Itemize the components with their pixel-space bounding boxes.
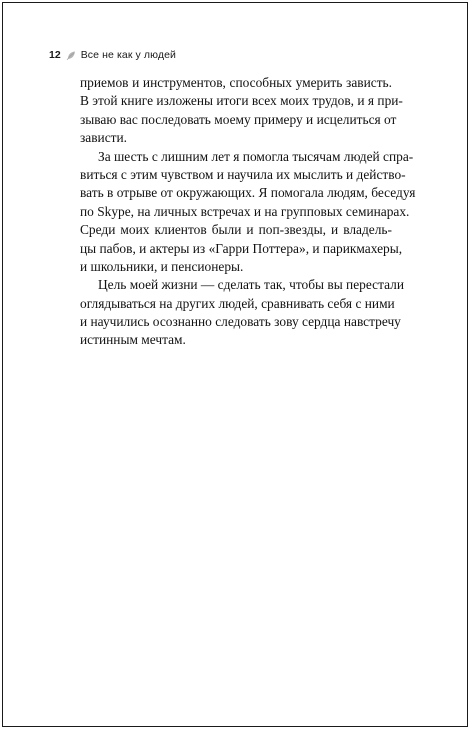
running-title: Все не как у людей <box>80 49 176 61</box>
text-line: истинным мечтам. <box>80 332 186 348</box>
ornament-icon <box>66 50 77 61</box>
text-line: виться с этим чувством и научила их мыслить и действо- <box>80 166 406 182</box>
running-header <box>49 48 176 62</box>
text-line: оглядываться на других людей, сравнивать себя с ними <box>80 295 395 311</box>
text-line: и школьники, и пенсионеры. <box>80 258 244 274</box>
text-line: За шесть с лишним лет я помогла тысячам людей спра- <box>98 148 414 164</box>
paragraph-2 <box>80 148 416 277</box>
text-line: цы пабов, и актеры из «Гарри Поттера», и парикмахеры, <box>80 240 403 256</box>
body-text <box>80 74 416 350</box>
paragraph-1 <box>80 74 403 148</box>
paragraph-3 <box>80 276 404 350</box>
text-line: и научились осознанно следовать зову сердца навстречу <box>80 314 401 330</box>
page-number: 12 <box>49 49 61 61</box>
text-line: вать в отрыве от окружающих. Я помогала людям, беседуя <box>80 185 416 201</box>
text-line: по Skype, на личных встречах и на групповых семинарах. <box>80 203 410 219</box>
text-line: Цель моей жизни — сделать так, чтобы вы перестали <box>98 277 404 293</box>
text-line: Среди моих клиентов были и поп-звезды, и владель- <box>80 222 392 238</box>
text-line: В этой книге изложены итоги всех моих трудов, и я при- <box>80 93 403 109</box>
text-line: приемов и инструментов, способных умерить зависть. <box>80 75 392 90</box>
text-line: зываю вас последовать моему примеру и исцелиться от <box>80 111 397 127</box>
text-line: зависти. <box>80 130 128 146</box>
